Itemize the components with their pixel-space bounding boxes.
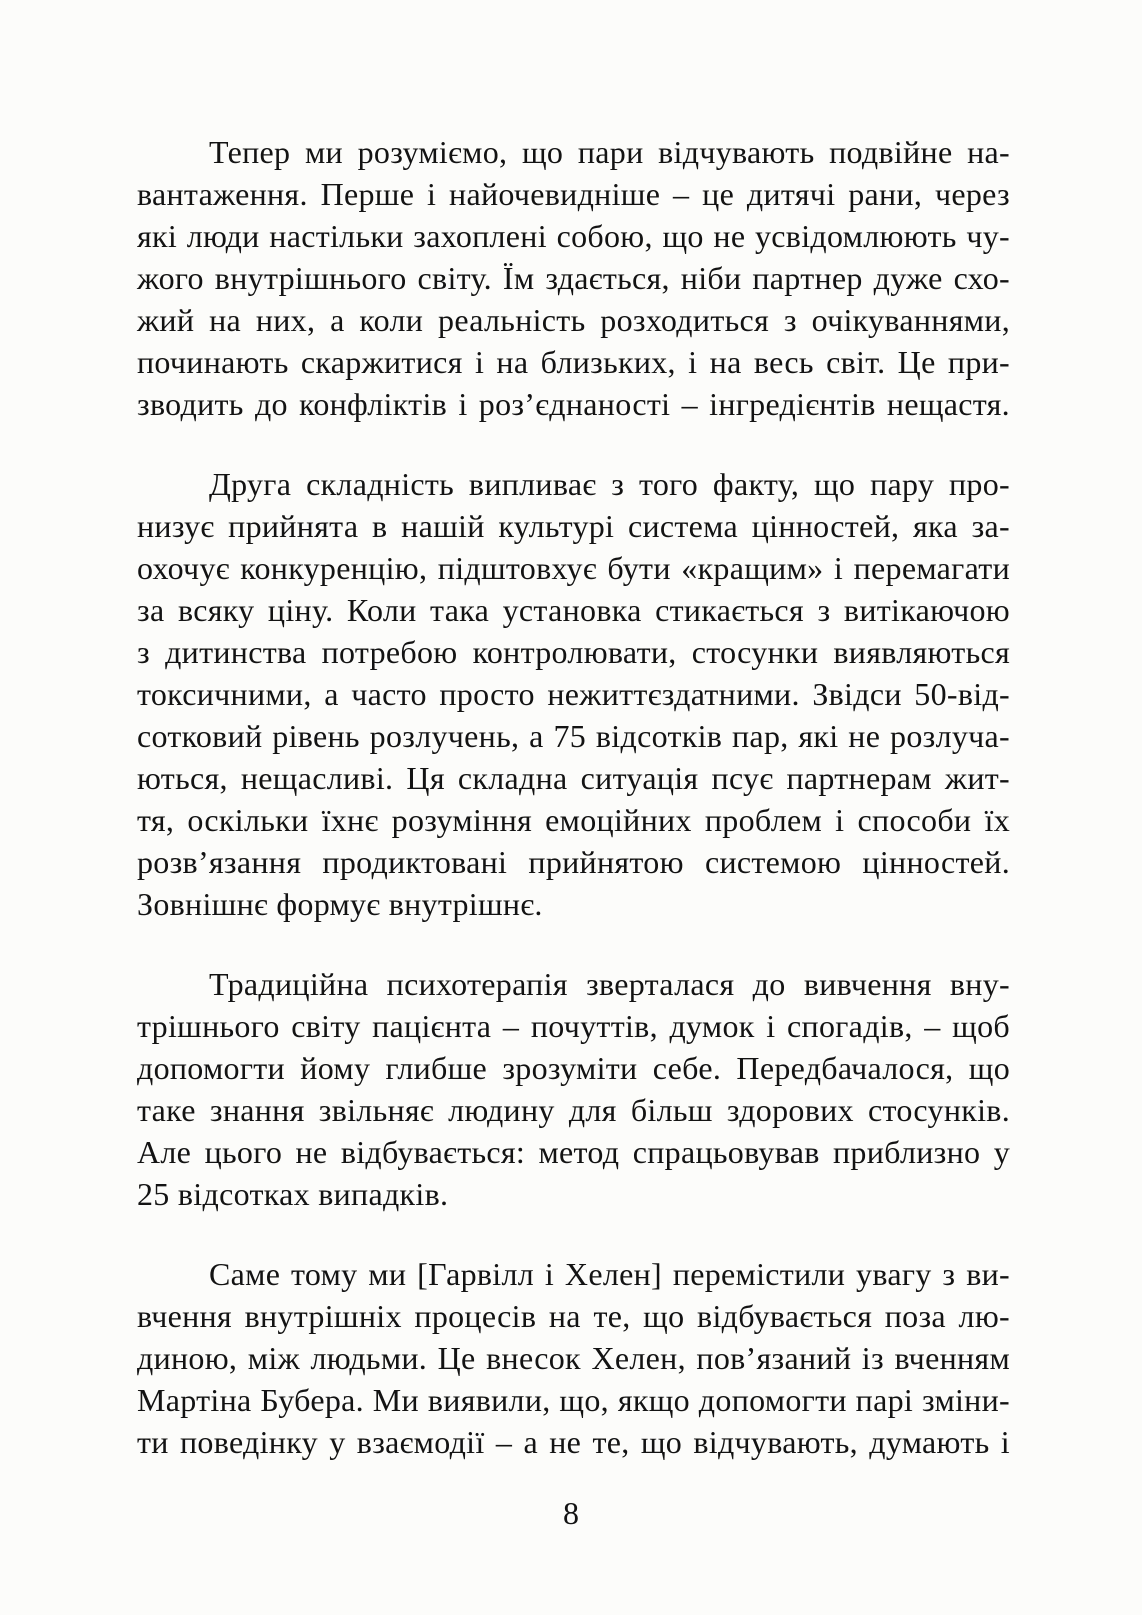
text-line: Зовнішнє формує внутрішнє. <box>137 886 543 922</box>
paragraph <box>137 1253 1010 1463</box>
text-line: жий на них, а коли реальність розходиться з очікуваннями, <box>137 302 1010 338</box>
text-line: вантаження. Перше і найочевидніше – це дитячі рани, через <box>137 176 1010 212</box>
text-line: починають скаржитися і на близьких, і на весь світ. Це при- <box>137 344 1010 380</box>
text-line: жого внутрішнього світу. Їм здається, ніби партнер дуже схо- <box>137 260 1010 296</box>
text-line: 25 відсотках випадків. <box>137 1176 449 1212</box>
paragraph <box>137 131 1010 425</box>
text-line: сотковий рівень розлучень, а 75 відсотків пар, які не розлуча- <box>137 718 1010 754</box>
text-line: диною, між людьми. Це внесок Хелен, пов’язаний із вченням <box>137 1340 1010 1376</box>
text-line: Традиційна психотерапія зверталася до вивчення вну- <box>209 966 1010 1002</box>
text-line: Мартіна Бубера. Ми виявили, що, якщо допомогти парі зміни- <box>137 1382 1010 1418</box>
paragraph <box>137 463 1010 925</box>
page-number: 8 <box>563 1495 579 1531</box>
text-line: допомогти йому глибше зрозуміти себе. Передбачалося, що <box>137 1050 1010 1086</box>
text-block <box>137 131 1010 1501</box>
text-line: тя, оскільки їхнє розуміння емоційних проблем і способи їх <box>137 802 1010 838</box>
text-line: зводить до конфліктів і роз’єднаності – інгредієнтів нещастя. <box>137 386 1010 422</box>
paragraph <box>137 963 1010 1215</box>
text-line: розв’язання продиктовані прийнятою системою цінностей. <box>137 844 1010 880</box>
text-line: за всяку ціну. Коли така установка стикається з витікаючою <box>137 592 1010 628</box>
text-line: Але цього не відбувається: метод спрацьовував приблизно у <box>137 1134 1010 1170</box>
text-line: Саме тому ми [Гарвілл і Хелен] перемістили увагу з ви- <box>209 1256 1010 1292</box>
text-line: з дитинства потребою контролювати, стосунки виявляються <box>137 634 1010 670</box>
text-line: ти поведінку у взаємодії – а не те, що відчувають, думають і <box>137 1424 1010 1460</box>
text-line: які люди настільки захоплені собою, що не усвідомлюють чу- <box>137 218 1010 254</box>
text-line: ються, нещасливі. Ця складна ситуація псує партнерам жит- <box>137 760 1010 796</box>
text-line: низує прийнята в нашій культурі система цінностей, яка за- <box>137 508 1010 544</box>
text-line: вчення внутрішніх процесів на те, що відбувається поза лю- <box>137 1298 1010 1334</box>
text-line: таке знання звільняє людину для більш здорових стосунків. <box>137 1092 1010 1128</box>
text-line: охочує конкуренцію, підштовхує бути «кращим» і перемагати <box>137 550 1010 586</box>
text-line: токсичними, а часто просто нежиттєздатними. Звідси 50-від- <box>137 676 1010 712</box>
text-line: Тепер ми розуміємо, що пари відчувають подвійне на- <box>209 134 1010 170</box>
text-line: Друга складність випливає з того факту, що пару про- <box>209 466 1010 502</box>
text-line: трішнього світу пацієнта – почуттів, думок і спогадів, – щоб <box>137 1008 1010 1044</box>
